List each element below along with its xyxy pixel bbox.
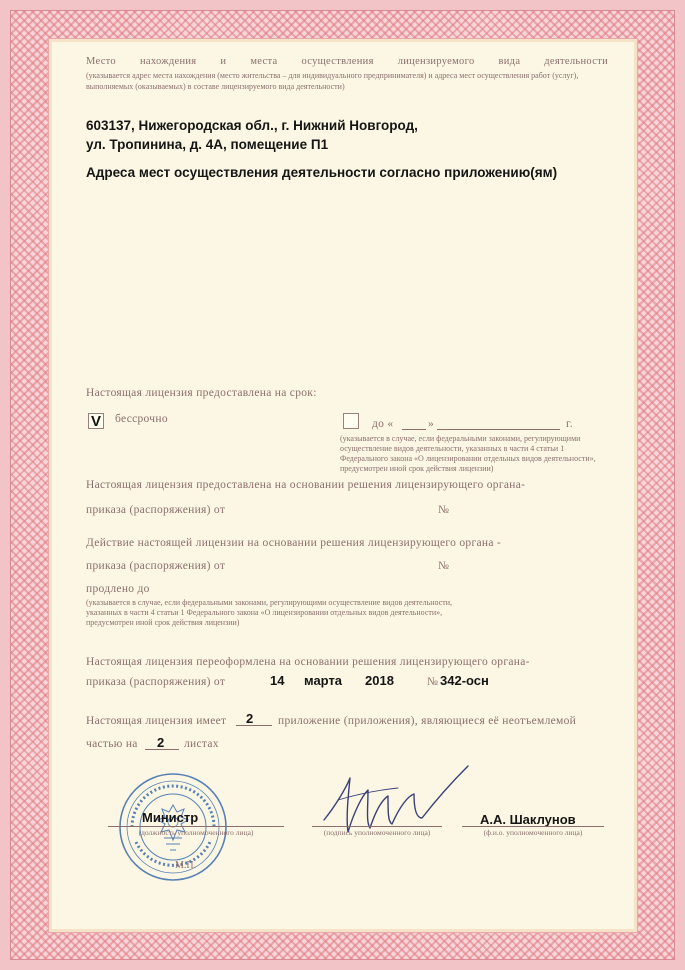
address-block: [86, 116, 606, 154]
signatory-position: Министр: [142, 810, 199, 825]
name-caption: (ф.и.о. уполномоченного лица): [483, 828, 583, 837]
until-prefix: до «: [372, 418, 394, 430]
extension-number-sign: №: [438, 560, 450, 572]
name-line: [462, 826, 604, 827]
until-mid: »: [428, 418, 435, 430]
position-line: [108, 826, 284, 827]
reissue-year: 2018: [365, 673, 394, 688]
indefinite-checkbox: V: [88, 413, 104, 429]
signature-caption: (подпись уполномоченного лица): [323, 828, 431, 837]
appendix-pages: 2: [157, 735, 165, 750]
address-line-1: 603137, Нижегородская обл., г. Нижний Новгород,: [86, 118, 418, 133]
signatory-name: А.А. Шаклунов: [480, 812, 576, 827]
term-until-checkbox: [343, 413, 359, 429]
activity-places: Адреса мест осуществления деятельности согласно приложению(ям): [86, 165, 558, 180]
appendix-count-line: [236, 713, 272, 726]
until-date-line: [437, 417, 560, 430]
appendix-prefix: Настоящая лицензия имеет: [86, 715, 227, 727]
appendix-suffix: приложение (приложения), являющиеся её неотъемлемой: [278, 715, 577, 727]
term-label: Настоящая лицензия предоставлена на срок:: [86, 387, 317, 399]
appendix-pages-suffix: листах: [184, 738, 219, 750]
extension-line-2: приказа (распоряжения) от: [86, 560, 226, 572]
reissue-number: 342-осн: [440, 673, 489, 688]
header-note: (указывается адрес места нахождения (место жительства – для индивидуального предпринимателя) и адреса мест осуществления работ (услуг), выполняемых (оказываемых) в составе лицензируемого вида деятельности): [86, 71, 579, 91]
reissue-month: марта: [304, 673, 343, 688]
until-day-line: [402, 417, 426, 430]
stamp-mark: М.П.: [175, 860, 197, 871]
appendix-pages-prefix: частью на: [86, 738, 138, 750]
extension-line-1: Действие настоящей лицензии на основании решения лицензирующего органа -: [86, 537, 502, 549]
extension-note: (указывается в случае, если федеральными законами, регулирующими осуществление видов деятельности, указанных в части 4 статьи 1 Федерального закона «О лицензировании отдельных видов деятельности», предусмотрен иной срок действия лицензии): [86, 598, 453, 627]
basis-line-2: приказа (распоряжения) от: [86, 504, 226, 516]
appendix-pages-line: [145, 737, 179, 750]
header-title: Место нахождения и места осуществления лицензируемого вида деятельности: [86, 56, 608, 67]
indefinite-label: бессрочно: [115, 413, 168, 425]
signature-line: [312, 826, 442, 827]
reissue-line-2: приказа (распоряжения) от: [86, 676, 226, 688]
until-suffix: г.: [566, 418, 573, 430]
basis-line-1: Настоящая лицензия предоставлена на основании решения лицензирующего органа-: [86, 479, 526, 491]
position-caption: (должность уполномоченного лица): [138, 828, 254, 837]
extension-line-3: продлено до: [86, 583, 150, 595]
appendix-count: 2: [246, 711, 254, 726]
official-seal: [118, 772, 228, 882]
basis-number-sign: №: [438, 504, 450, 516]
reissue-day: 14: [270, 673, 285, 688]
reissue-number-sign: №: [427, 676, 439, 688]
reissue-line-1: Настоящая лицензия переоформлена на основании решения лицензирующего органа-: [86, 656, 530, 668]
term-note: (указывается в случае, если федеральными законами, регулирующими осуществление видов деятельности, указанных в части 4 статьи 1 Федерального закона «О лицензировании отдельных видов деятельности», предусмотрен иной срок действия лицензии): [340, 434, 596, 473]
address-line-2: ул. Тропинина, д. 4А, помещение П1: [86, 137, 329, 152]
